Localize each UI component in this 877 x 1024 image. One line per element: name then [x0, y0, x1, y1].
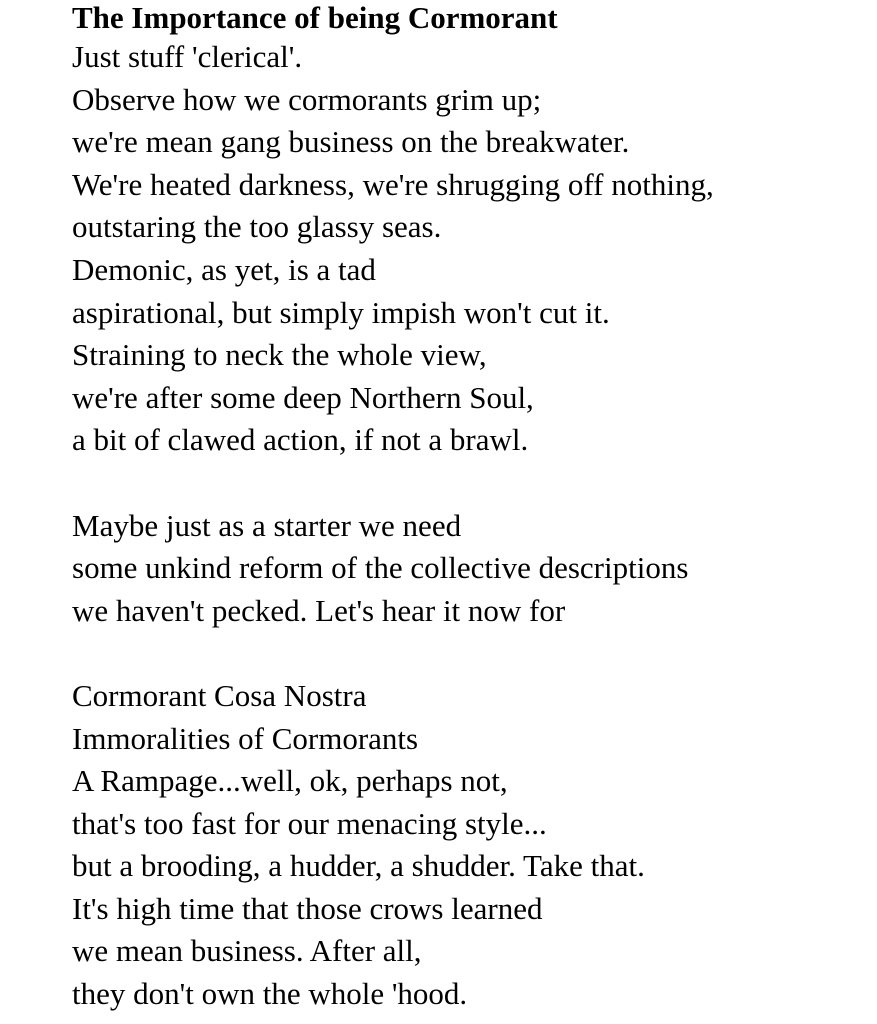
- poem-line: Demonic, as yet, is a tad: [72, 251, 376, 287]
- poem-line: A Rampage...well, ok, perhaps not,: [72, 763, 508, 799]
- poem-line: a bit of clawed action, if not a brawl.: [72, 422, 529, 458]
- poem-line: that's too fast for our menacing style...: [72, 805, 547, 841]
- poem-title: The Importance of being Cormorant: [72, 0, 558, 35]
- stanza-break: [72, 462, 872, 505]
- poem-line: We're heated darkness, we're shrugging off nothing,: [72, 166, 714, 202]
- stanza-3: [72, 675, 872, 1016]
- poem-line: but a brooding, a hudder, a shudder. Take that.: [72, 848, 645, 884]
- poem-line: Maybe just as a starter we need: [72, 507, 462, 543]
- poem-line: they don't own the whole 'hood.: [72, 976, 468, 1012]
- poem-line: Observe how we cormorants grim up;: [72, 81, 542, 117]
- poem-line: It's high time that those crows learned: [72, 890, 543, 926]
- poem: [72, 0, 872, 1016]
- poem-line: Immoralities of Cormorants: [72, 720, 419, 756]
- poem-line: Cormorant Cosa Nostra: [72, 677, 367, 713]
- stanza-break: [72, 632, 872, 675]
- poem-line: Straining to neck the whole view,: [72, 337, 487, 373]
- poem-line: outstaring the too glassy seas.: [72, 209, 442, 245]
- poem-line: Just stuff 'clerical'.: [72, 39, 303, 74]
- poem-line: we haven't pecked. Let's hear it now for: [72, 592, 566, 628]
- poem-line: some unkind reform of the collective descriptions: [72, 550, 689, 586]
- poem-line: we're mean gang business on the breakwater.: [72, 124, 630, 160]
- stanza-1: [72, 36, 872, 462]
- poem-line: aspirational, but simply impish won't cut it.: [72, 294, 610, 330]
- poem-line: we're after some deep Northern Soul,: [72, 379, 534, 415]
- poem-line: we mean business. After all,: [72, 933, 422, 969]
- stanza-2: [72, 505, 872, 633]
